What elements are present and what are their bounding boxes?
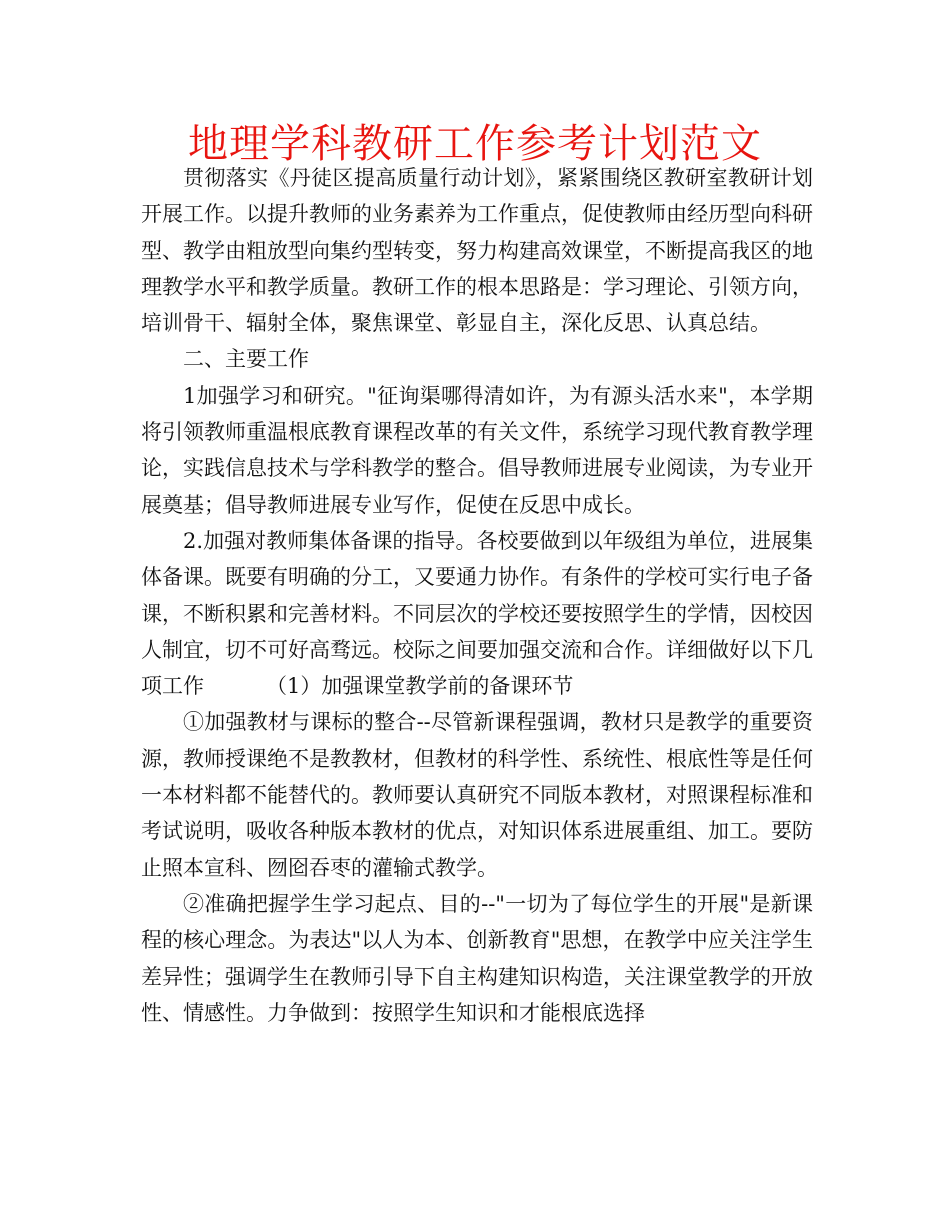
- intro-paragraph: 贯彻落实《丹徒区提高质量行动计划》，紧紧围绕区教研室教研计划开展工作。以提升教师的业务素养为工作重点，促使教师由经历型向科研型、教学由粗放型向集约型转变，努力构建高效课堂，不断提高我区的地理教学水平和教学质量。教研工作的根本思路是：学习理论、引领方向，培训骨干、辐射全体，聚焦课堂、彰显自主，深化反思、认真总结。: [141, 166, 813, 336]
- item-2-paragraph: [141, 523, 813, 704]
- point-1-paragraph: ①加强教材与课标的整合--尽管新课程强调，教材只是教学的重要资源，教师授课绝不是教教材，但教材的科学性、系统性、根底性等是任何一本材料都不能替代的。教师要认真研究不同版本教材，对照课程标准和考试说明，吸收各种版本教材的优点，对知识体系进展重组、加工。要防止照本宣科、囫囵吞枣的灌输式教学。: [141, 710, 813, 880]
- document-body: [141, 160, 813, 1031]
- document-title: 地理学科教研工作参考计划范文: [188, 121, 762, 167]
- item-2-text: 2.加强对教师集体备课的指导。各校要做到以年级组为单位，进展集体备课。既要有明确的分工，又要通力协作。有条件的学校可实行电子备课，不断积累和完善材料。不同层次的学校还要按照学生的学情，因校因人制宜，切不可好高骛远。校际之间要加强交流和合作。详细做好以下几项工作: [141, 528, 813, 699]
- section-heading: 二、主要工作: [183, 347, 309, 372]
- item-2-subheading: （1）加强课堂教学前的备课环节: [266, 674, 574, 699]
- point-2-paragraph: ②准确把握学生学习起点、目的--"一切为了每位学生的开展"是新课程的核心理念。为表达"以人为本、创新教育"思想，在教学中应关注学生差异性；强调学生在教师引导下自主构建知识构造，关注课堂教学的开放性、情感性。力争做到：按照学生知识和才能根底选择: [141, 891, 813, 1025]
- item-1-paragraph: 1加强学习和研究。"征询渠哪得清如许，为有源头活水来"，本学期将引领教师重温根底教育课程改革的有关文件，系统学习现代教育教学理论，实践信息技术与学科教学的整合。倡导教师进展专业阅读，为专业开展奠基；倡导教师进展专业写作，促使在反思中成长。: [141, 383, 813, 517]
